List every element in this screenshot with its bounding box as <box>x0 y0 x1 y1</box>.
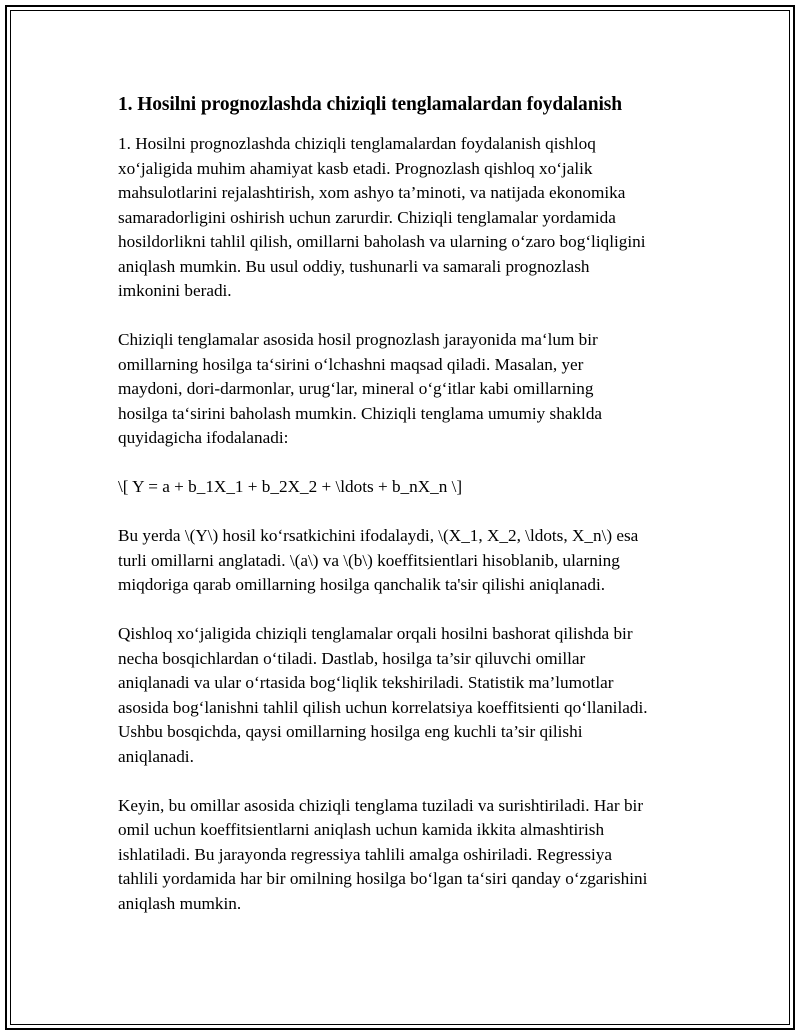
paragraph-factors: Chiziqli tenglamalar asosida hosil prognozlash jarayonida ma‘lum bir omillarning hosilga ta‘sirini o‘lchashni maqsad qiladi. Masalan, yer maydoni, dori-darmonlar, urug‘lar, mineral o‘g‘itlar kabi omillarning hosilga ta‘sirini baholash mumkin. Chiziqli tenglama umumiy shaklda quyidagicha ifodalanadi: <box>118 330 603 447</box>
paragraph-intro: 1. Hosilni prognozlashda chiziqli tenglamalardan foydalanish qishloq xo‘jaligida muhim ahamiyat kasb etadi. Prognozlash qishloq xo‘jalik mahsulotlarini rejalashtirish, xom ashyo ta’minoti, va natijada ekonomika samaradorligini oshirish uchun zarurdir. Chiziqli tenglamalar yordamida hosildorlikni tahlil qilish, omillarni baholash va ularning o‘zaro bog‘liqligini aniqlash mumkin. Bu usul oddiy, tushunarli va samarali prognozlash imkonini beradi. <box>118 134 646 300</box>
paragraph-regression: Keyin, bu omillar asosida chiziqli tenglama tuziladi va surishtiriladi. Har bir omil uchun koeffitsientlarni aniqlash uchun kamida ikkita almashtirish ishlatiladi. Bu jarayonda regressiya tahlili amalga oshiriladi. Regressiya tahlili yordamida har bir omilning hosilga bo‘lgan ta‘siri qanday o‘zgarishini aniqlash mumkin. <box>118 795 648 913</box>
paragraph-stages: Qishloq xo‘jaligida chiziqli tenglamalar orqali hosilni bashorat qilishda bir necha bosqichlardan o‘tiladi. Dastlab, hosilga ta’sir qiluvchi omillar aniqlanadi va ular o‘rtasida bog‘liqlik tekshiriladi. Statistik ma’lumotlar asosida bog‘lanishni tahlil qilish uchun korrelatsiya koeffitsienti qo‘llaniladi. Ushbu bosqichda, qaysi omillarning hosilga eng kuchli ta’sir qilishi aniqlanadi. <box>118 624 648 766</box>
document-body <box>118 92 694 941</box>
paragraph-variables: Bu yerda \(Y\) hosil ko‘rsatkichini ifodalaydi, \(X_1, X_2, \ldots, X_n\) esa turli omillarni anglatadi. \(a\) va \(b\) koeffitsientlari hisoblanib, ularning miqdoriga qarab omillarning hosilga qanchalik ta'sir qilishi aniqlanadi. <box>118 526 639 594</box>
document-title: 1. Hosilni prognozlashda chiziqli tenglamalardan foydalanish <box>118 94 622 115</box>
equation-line: \[ Y = a + b_1X_1 + b_2X_2 + \ldots + b_nX_n \] <box>118 477 463 496</box>
